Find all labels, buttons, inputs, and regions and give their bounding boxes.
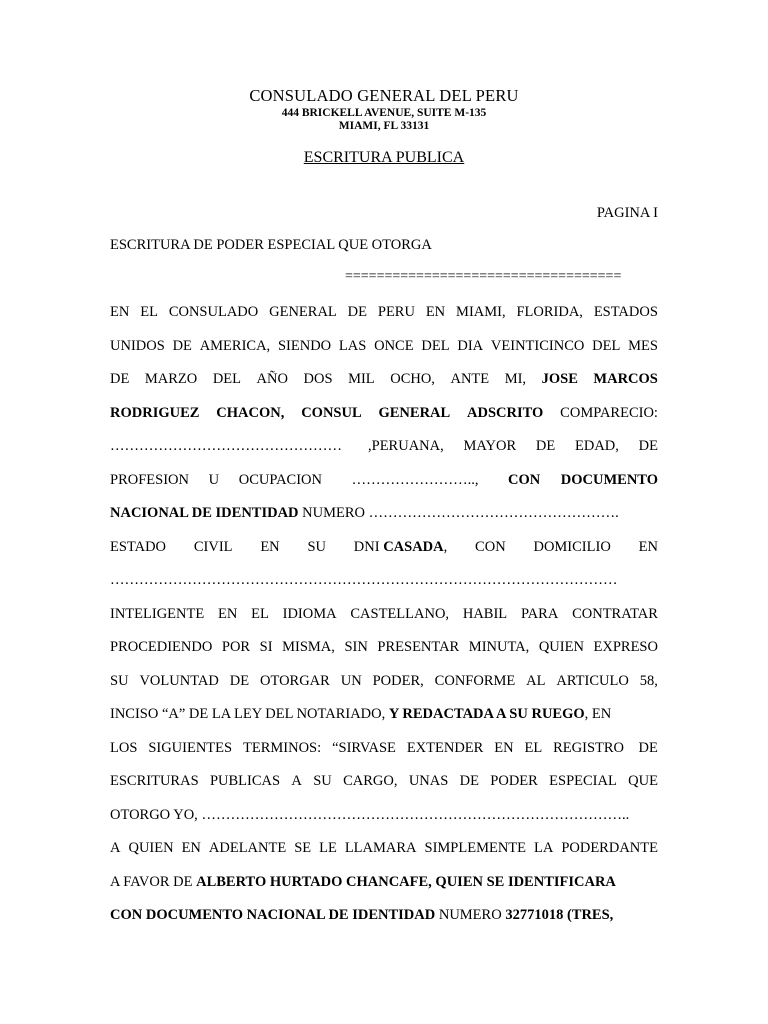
body-text: OTORGO YO, bbox=[110, 806, 198, 823]
body-word: DEL bbox=[421, 337, 450, 354]
body-word: SI bbox=[259, 639, 273, 655]
body-line bbox=[110, 736, 658, 770]
body-word: VOLUNTAD bbox=[139, 672, 219, 689]
body-word: MISMA, bbox=[282, 639, 335, 655]
body-word: GENERAL bbox=[269, 304, 337, 320]
body-word: ARTICULO bbox=[556, 672, 629, 689]
dni-phrase: DNI CASADA, bbox=[353, 538, 448, 555]
body-word: DOCUMENTO bbox=[560, 471, 658, 488]
body-line bbox=[110, 635, 658, 669]
body-text: , EN bbox=[584, 706, 612, 722]
subject-line: ESCRITURA DE PODER ESPECIAL QUE OTORGA bbox=[110, 237, 432, 253]
body-word: SU bbox=[313, 773, 332, 789]
body-word: COMPARECIO: bbox=[560, 404, 658, 421]
body-bold-text: NACIONAL DE IDENTIDAD bbox=[110, 505, 299, 521]
body-text: NUMERO bbox=[438, 907, 502, 923]
body-word: CON bbox=[508, 471, 541, 488]
body-word: PODER, bbox=[372, 672, 424, 689]
body-word: U bbox=[208, 471, 220, 488]
body-word: DE bbox=[172, 337, 192, 354]
body-word: ESPECIAL bbox=[549, 773, 617, 789]
body-bold-text: 32771018 (TRES, bbox=[505, 907, 614, 923]
body-word: MIL bbox=[348, 371, 375, 387]
blank-dots: ………………………………………… bbox=[110, 438, 342, 454]
body-word: LOS bbox=[110, 739, 138, 756]
en-word: EN bbox=[638, 538, 658, 555]
body-word: EN bbox=[218, 605, 238, 622]
body-word: DE bbox=[634, 739, 658, 756]
body-word: MIAMI, bbox=[456, 304, 506, 320]
body-words bbox=[368, 434, 658, 468]
body-line bbox=[110, 702, 658, 736]
body-word: DE bbox=[638, 438, 658, 454]
body-word: A bbox=[291, 773, 302, 789]
body-word: EDAD, bbox=[574, 438, 619, 454]
body-word: A bbox=[110, 840, 121, 856]
body-word: PODER bbox=[490, 773, 538, 789]
body-word: CONFORME bbox=[434, 672, 516, 689]
body-word: 58, bbox=[639, 672, 658, 689]
body-bold-text: ALBERTO HURTADO CHANCAFE, QUIEN SE IDENTIFICARA bbox=[196, 873, 616, 890]
body-word: OTORGAR bbox=[260, 672, 330, 689]
body-word: EXPRESO bbox=[593, 639, 658, 655]
body-word: TERMINOS: bbox=[243, 739, 322, 756]
body-word: DEL bbox=[592, 337, 621, 354]
body-word: PROFESION bbox=[110, 471, 189, 488]
address-line-2: MIAMI, FL 33131 bbox=[338, 120, 430, 132]
body-word: PUBLICAS bbox=[209, 773, 281, 789]
con-word: CON bbox=[475, 538, 506, 555]
body-word: “SIRVASE bbox=[332, 739, 396, 756]
body-word: AÑO bbox=[256, 371, 288, 387]
page-label: PAGINA I bbox=[596, 205, 658, 221]
body-word: MES bbox=[628, 337, 658, 354]
body-word: DE bbox=[347, 304, 367, 320]
body-line bbox=[110, 803, 658, 837]
body-text: NUMERO bbox=[302, 505, 365, 521]
body-word: CARGO, bbox=[343, 773, 398, 789]
body-line bbox=[110, 367, 658, 401]
body-word: HABIL bbox=[462, 605, 508, 622]
body-word: ANTE bbox=[450, 371, 490, 387]
body-word: INTELIGENTE bbox=[110, 605, 205, 622]
separator-rule: =================================== bbox=[345, 269, 622, 284]
body-word: FLORIDA, bbox=[516, 304, 583, 320]
body-word: ADELANTE bbox=[208, 840, 287, 856]
body-line bbox=[110, 434, 658, 468]
body-line bbox=[110, 669, 658, 703]
body-bold-text: CON DOCUMENTO NACIONAL DE IDENTIDAD bbox=[110, 907, 436, 923]
body-word: DE bbox=[535, 438, 556, 454]
document-type-title: ESCRITURA PUBLICA bbox=[303, 149, 465, 166]
body-word: MAYOR bbox=[463, 438, 517, 454]
body-line bbox=[110, 300, 658, 334]
body-word: PERU bbox=[377, 304, 415, 320]
body-text: INCISO “A” DE LA LEY DEL NOTARIADO, bbox=[110, 706, 386, 722]
body-line bbox=[110, 769, 658, 803]
body-word: POR bbox=[221, 639, 251, 655]
body-line bbox=[110, 903, 658, 937]
body-word: ,PERUANA, bbox=[368, 438, 444, 454]
body-line bbox=[110, 334, 658, 368]
body-bold-words bbox=[508, 468, 658, 502]
body-word: VEINTICINCO bbox=[490, 337, 585, 354]
body-word: EN bbox=[181, 840, 201, 856]
body-line bbox=[110, 468, 658, 502]
body-word: LLAMARA bbox=[344, 840, 417, 856]
body-word: ESCRITURAS bbox=[110, 773, 199, 789]
body-text: A FAVOR DE bbox=[110, 873, 193, 890]
body-word: QUE bbox=[628, 773, 658, 789]
body-line bbox=[110, 401, 658, 435]
body-word: EXTENDER bbox=[406, 739, 484, 756]
body-line bbox=[110, 836, 658, 870]
body-word: DE bbox=[459, 773, 479, 789]
blank-dots: …………………………………………………………………………….. bbox=[201, 806, 630, 823]
domicilio-word: DOMICILIO bbox=[533, 538, 611, 555]
body-word: PRESENTAR bbox=[377, 639, 460, 655]
body-word: ESTADOS bbox=[593, 304, 658, 320]
body-word: MINUTA, bbox=[468, 639, 530, 655]
body-word: SIN bbox=[344, 639, 368, 655]
civil-word: CIVIL bbox=[193, 538, 233, 555]
body-word: EL bbox=[251, 605, 269, 622]
body-word: DIA bbox=[457, 337, 484, 354]
body-bold-word: GENERAL bbox=[378, 404, 451, 421]
body-word: UNIDOS bbox=[110, 337, 165, 354]
body-word: LE bbox=[319, 840, 337, 856]
body-word: AL bbox=[526, 672, 546, 689]
en-word: EN bbox=[260, 538, 280, 555]
body-word: DE bbox=[229, 672, 250, 689]
estado-word: ESTADO bbox=[110, 538, 167, 555]
body-word: EN bbox=[494, 739, 514, 756]
body-word: SIMPLEMENTE bbox=[424, 840, 526, 856]
body-word: CONTRATAR bbox=[572, 605, 658, 622]
body-line bbox=[110, 535, 658, 569]
body-word: IDIOMA bbox=[282, 605, 337, 622]
body-word: DOS bbox=[303, 371, 333, 387]
body-bold-text: Y REDACTADA A SU RUEGO bbox=[388, 706, 585, 722]
body-word: EL bbox=[140, 304, 158, 320]
su-word: SU bbox=[307, 538, 326, 555]
body-word: PROCEDIENDO bbox=[110, 639, 213, 655]
body-word: MI, bbox=[504, 371, 527, 387]
body-word: AMERICA, bbox=[199, 337, 271, 354]
body-word: OCUPACION bbox=[238, 471, 322, 488]
body-bold-word: CHACON, bbox=[216, 404, 285, 421]
body-word: SIGUIENTES bbox=[148, 739, 233, 756]
body-line bbox=[110, 870, 658, 904]
body-word: ONCE bbox=[374, 337, 414, 354]
body-bold-word: JOSE bbox=[541, 371, 578, 387]
body-word: CASTELLANO, bbox=[350, 605, 450, 622]
address-line-1: 444 BRICKELL AVENUE, SUITE M-135 bbox=[281, 107, 487, 119]
blank-dots: …………………………………………………………………………………………… bbox=[110, 572, 618, 588]
body-word: QUIEN bbox=[128, 840, 174, 856]
body-word: SIENDO bbox=[277, 337, 332, 354]
body-bold-word: CONSUL bbox=[301, 404, 362, 421]
body-word: QUIEN bbox=[538, 639, 584, 655]
blank-dots: …………………….., bbox=[351, 471, 479, 488]
body-words bbox=[110, 468, 322, 502]
body-line bbox=[110, 501, 658, 535]
document-body bbox=[110, 300, 658, 937]
body-word: UNAS bbox=[408, 773, 449, 789]
body-word: LAS bbox=[338, 337, 367, 354]
body-bold-word: RODRIGUEZ bbox=[110, 404, 200, 421]
blank-dots: ……………………………………………. bbox=[368, 505, 619, 521]
body-word: UN bbox=[340, 672, 362, 689]
body-word: EN bbox=[425, 304, 446, 320]
body-word: DE bbox=[110, 371, 130, 387]
body-word: EL bbox=[524, 739, 543, 756]
body-word: LA bbox=[533, 840, 554, 856]
body-line bbox=[110, 602, 658, 636]
body-word: SE bbox=[294, 840, 312, 856]
body-word: OCHO, bbox=[390, 371, 435, 387]
body-word: PODERDANTE bbox=[561, 840, 658, 856]
body-line bbox=[110, 568, 658, 602]
body-word: CONSULADO bbox=[168, 304, 259, 320]
body-word: SU bbox=[110, 672, 129, 689]
body-word: EN bbox=[110, 304, 130, 320]
consulate-title: CONSULADO GENERAL DEL PERU bbox=[249, 86, 519, 105]
body-word: DEL bbox=[212, 371, 241, 387]
body-word: PARA bbox=[520, 605, 559, 622]
body-bold-word: ADSCRITO bbox=[467, 404, 544, 421]
body-word: REGISTRO bbox=[553, 739, 625, 756]
body-bold-word: MARCOS bbox=[593, 371, 658, 387]
body-word: MARZO bbox=[144, 371, 198, 387]
